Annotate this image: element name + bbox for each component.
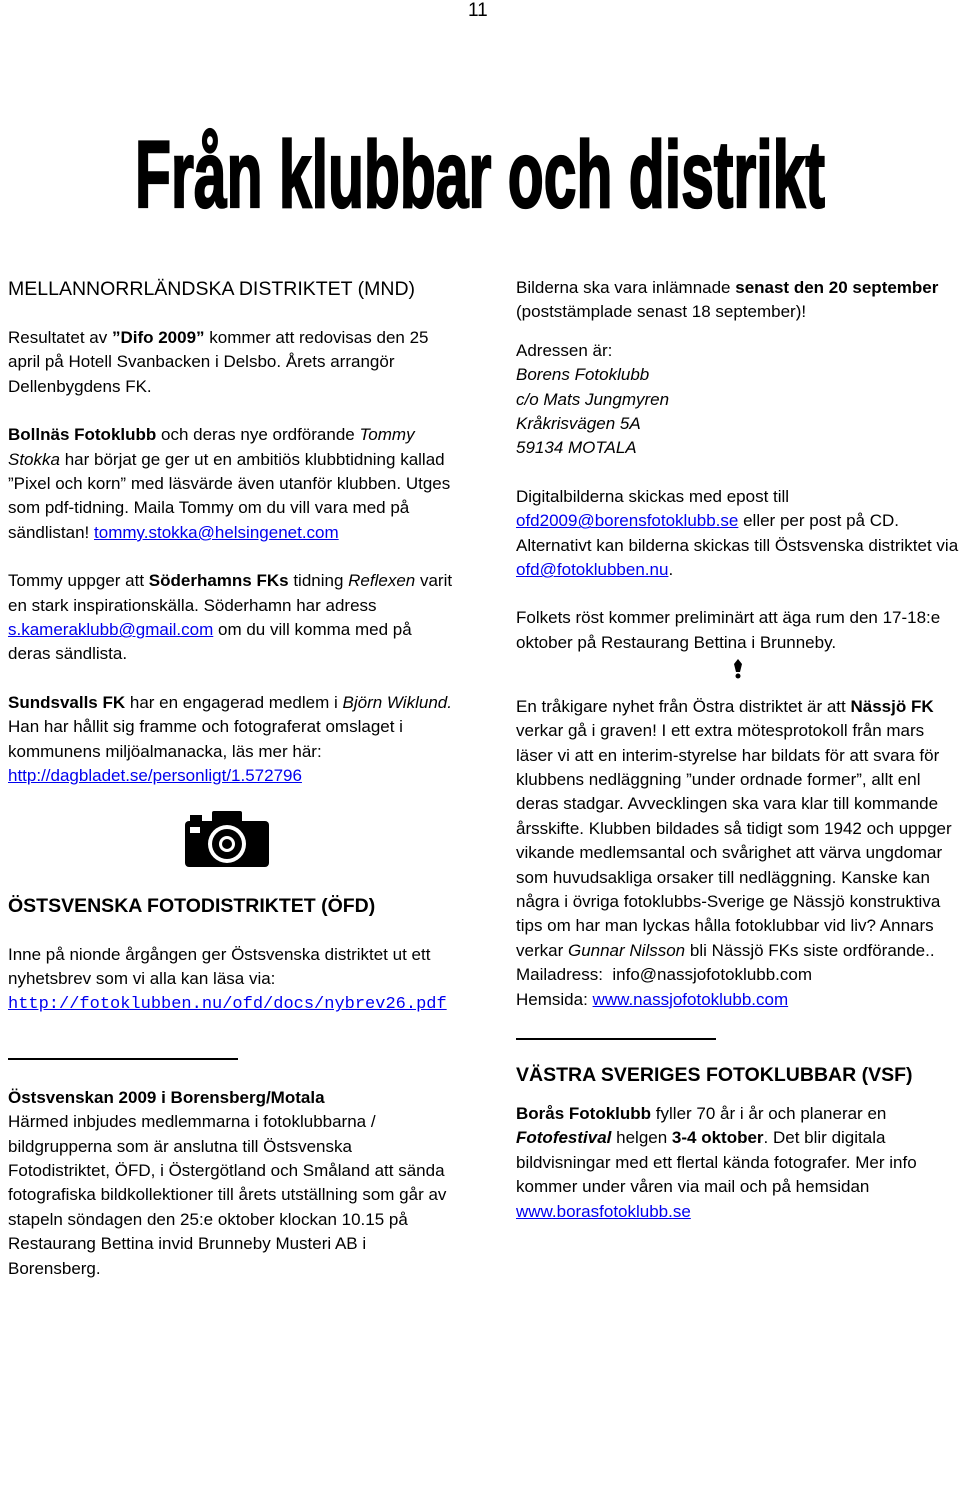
ofd-email-link[interactable]: ofd@fotoklubben.nu xyxy=(516,560,669,580)
address-line: Kråkrisvägen 5A xyxy=(516,414,641,434)
address-line: Borens Fotoklubb xyxy=(516,365,650,385)
section-divider xyxy=(516,1038,716,1040)
bell-icon xyxy=(731,659,745,679)
dagbladet-link[interactable]: http://dagbladet.se/personligt/1.572796 xyxy=(8,766,302,786)
mnd-heading: MELLANNORRLÄNDSKA DISTRIKTET (MND) xyxy=(8,278,416,300)
address-line: c/o Mats Jungmyren xyxy=(516,389,670,409)
tommy-email-link[interactable]: tommy.stokka@helsingenet.com xyxy=(94,522,339,542)
nassjo-email[interactable]: info@nassjofotoklubb.com xyxy=(612,965,813,985)
bollnas-paragraph: Bollnäs Fotoklubb och deras nye ordförande Tommy Stokka har börjat ge ger ut en ambitiös klubbtidning kallad ”Pixel och korn” med läsvärde även utanför klubben. Utges som pdf-tidning. Maila Tommy om du vill vara med på sändlistan! tommy.stokka@helsingenet.com xyxy=(8,425,451,542)
folkets-rost-paragraph: Folkets röst kommer preliminärt att äga rum den 17-18:e oktober på Restaurang Bettina i Brunneby. xyxy=(516,608,941,652)
masthead-title xyxy=(100,108,860,238)
nassjo-paragraph: En tråkigare nyhet från Östra distriktet är att Nässjö FK verkar gå i graven! I ett extra mötesprotokoll från mars läser vi att en interim-styrelse har bildats för att svara för klubbens nedläggning ”under ordnade former”, allt enl deras stadgar. Avvecklingen ska vara klar till kommande årsskifte. Klubben bildades så tidigt som 1942 och uppger vikande medlemsantal och svårighet att värva ungdomar som huvudsakliga orsaker till nedläggning. Kanske kan några i övriga fotoklubbs-Sverige ge Nässjö konstruktiva tips om har man lyckas hålla fotoklubbar vid liv? Annars verkar Gunnar Nilsson bli Nässjö FKs siste ordförande.. xyxy=(516,696,952,960)
nassjo-mail-line: Mailadress: info@nassjofotoklubb.com xyxy=(516,965,813,985)
deadline-paragraph: Bilderna ska vara inlämnade senast den 20 september (poststämplade senast 18 september)! xyxy=(516,278,939,322)
right-column xyxy=(516,276,960,1224)
section-divider xyxy=(8,1058,238,1060)
nassjo-web-line: Hemsida: www.nassjofotoklubb.com xyxy=(516,989,789,1009)
nassjo-web-link[interactable]: www.nassjofotoklubb.com xyxy=(592,989,789,1009)
sundsvall-paragraph: Sundsvalls FK har en engagerad medlem i Björn Wiklund. Han har hållit sig framme och fotograferat omslaget i kommunens miljöalmanacka, läs mer här: http://dagbladet.se/personligt/1.572796 xyxy=(8,692,452,786)
digital-paragraph: Digitalbilderna skickas med epost till ofd2009@borensfotoklubb.se eller per post på CD. Alternativt kan bilderna skickas till Östsvenska distriktet via ofd@fotoklubben.nu. xyxy=(516,486,959,580)
camera-icon xyxy=(182,807,272,871)
ofd-newsletter-link[interactable]: http://fotoklubben.nu/ofd/docs/nybrev26.pdf xyxy=(8,995,447,1015)
ofd-heading: ÖSTSVENSKA FOTODISTRIKTET (ÖFD) xyxy=(8,894,376,917)
boras-web-link[interactable]: www.borasfotoklubb.se xyxy=(516,1201,691,1221)
ostsvenskan-heading: Östsvenskan 2009 i Borensberg/Motala xyxy=(8,1087,325,1107)
ofd2009-email-link[interactable]: ofd2009@borensfotoklubb.se xyxy=(516,511,739,531)
boras-paragraph: Borås Fotoklubb fyller 70 år i år och planerar en Fotofestival helgen 3-4 oktober. Det blir digitala bildvisningar med ett flertal kända fotografer. Mer info kommer under våren via mail och på hemsidan www.borasfotoklubb.se xyxy=(516,1103,917,1221)
page-number: 11 xyxy=(468,0,488,21)
vsf-heading: VÄSTRA SVERIGES FOTOKLUBBAR (VSF) xyxy=(516,1063,913,1086)
left-column xyxy=(8,276,458,1281)
ostsvenskan-paragraph: Härmed inbjudes medlemmarna i fotoklubbarna / bildgrupperna som är anslutna till Östsvenska Fotodistriktet, ÖFD, i Östergötland och Småland att sända fotografiska bildkollektioner till årets utställning som går av stapeln söndagen den 25:e oktober klockan 10.15 på Restaurang Bettina invid Brunneby Musteri AB i Borensberg. xyxy=(8,1112,447,1278)
soderhamn-paragraph: Tommy uppger att Söderhamns FKs tidning Reflexen varit en stark inspirationskälla. Söderhamn har adress s.kameraklubb@gmail.com om du vill komma med på deras sändlista. xyxy=(8,571,453,664)
svg-text:Från klubbar och distrikt: Från klubbar och distrikt xyxy=(134,121,825,228)
soderhamn-email-link[interactable]: s.kameraklubb@gmail.com xyxy=(8,620,214,640)
ofd-paragraph: Inne på nionde årgången ger Östsvenska distriktet ut ett nyhetsbrev som vi alla kan läsa via: http://fotoklubben.nu/ofd/docs/nybrev26.pdf xyxy=(8,944,447,1015)
address-label: Adressen är: xyxy=(516,340,613,360)
difo-paragraph: Resultatet av ”Difo 2009” kommer att redovisas den 25 april på Hotell Svanbacken i Delsbo. Årets arrangör Dellenbygdens FK. xyxy=(8,328,429,396)
address-line: 59134 MOTALA xyxy=(516,438,637,458)
